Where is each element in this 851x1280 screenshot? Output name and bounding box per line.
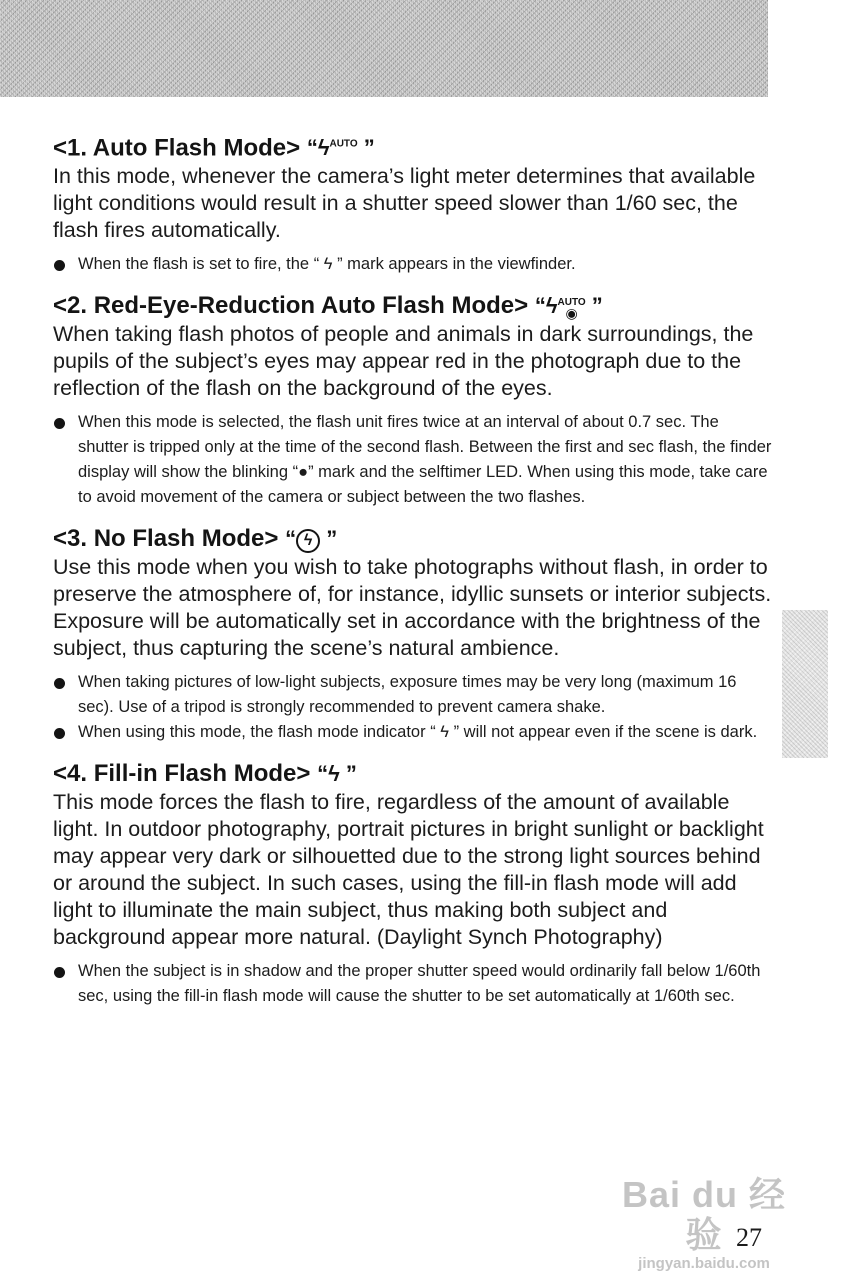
notes-list xyxy=(53,959,773,1009)
section-fill-in-flash xyxy=(53,759,773,1009)
header-decorative-band xyxy=(0,0,768,97)
note-item: When this mode is selected, the flash unit fires twice at an interval of about 0.7 sec. The shutter is tripped only at the time of the second flash. Between the first and sec flash, the finder display will show the blinking “●” mark and the selftimer LED. When using this mode, take care to avoid movement of the camera or subject between the two flashes. xyxy=(53,410,773,510)
section-body: This mode forces the flash to fire, regardless of the amount of available light. In outdoor photography, portrait pictures in bright sunlight or backlight may appear very dark or silhouetted due to the strong light sources behind or around the subject. In such cases, using the fill-in flash mode will add light to illuminate the main subject, thus making both subject and background appear more natural. (Daylight Synch Photography) xyxy=(53,790,764,950)
section-heading: <2. Red-Eye-Reduction Auto Flash Mode> “ϟ AUTO ◉ ” xyxy=(53,292,603,321)
auto-flash-symbol: “$ϟ^{AUTO}$ ” xyxy=(306,135,375,161)
note-item: When the subject is in shadow and the proper shutter speed would ordinarily fall below 1/60th sec, using the fill-in flash mode will cause the shutter to be set automatically at 1/60th sec. xyxy=(53,959,773,1009)
side-thumb-tab xyxy=(782,610,828,758)
flash-icon: ϟ xyxy=(545,293,558,319)
page-number: 27 xyxy=(736,1223,762,1252)
notes-list xyxy=(53,252,773,277)
no-flash-symbol: “ ϟ ” xyxy=(285,526,338,552)
fill-in-flash-symbol: “ϟ ” xyxy=(317,761,357,787)
section-heading: <4. Fill-in Flash Mode> “ϟ ” xyxy=(53,760,357,788)
notes-list xyxy=(53,670,773,745)
page-content xyxy=(53,130,773,1023)
note-item: When using this mode, the flash mode indicator “ ϟ ” will not appear even if the scene is dark. xyxy=(53,720,773,745)
watermark-logo: Bai du 经验 xyxy=(621,1174,786,1255)
eye-icon: ◉ xyxy=(565,304,578,321)
section-body: Use this mode when you wish to take photographs without flash, in order to preserve the atmosphere of, for instance, idyllic sunsets or interior subjects. Exposure will be automatically set in accordance with the brightness of the subject, thus capturing the scene’s natural ambience. xyxy=(53,555,772,661)
section-body: In this mode, whenever the camera’s light meter determines that available light conditions would result in a shutter speed slower than 1/60 sec, the flash fires automatically. xyxy=(53,164,756,243)
note-item: When taking pictures of low-light subjects, exposure times may be very long (maximum 16 sec). Use of a tripod is strongly recommended to prevent camera shake. xyxy=(53,670,773,720)
section-heading: <1. Auto Flash Mode> “$ϟ^{AUTO}$ ” xyxy=(53,134,375,162)
note-item: When the flash is set to fire, the “ ϟ ” mark appears in the viewfinder. xyxy=(53,252,773,277)
section-heading: <3. No Flash Mode> “ ϟ ” xyxy=(53,525,338,553)
notes-list xyxy=(53,410,773,510)
section-red-eye xyxy=(53,291,773,510)
section-body: When taking flash photos of people and animals in dark surroundings, the pupils of the subject’s eyes may appear red in the photograph due to the reflection of the flash on the background of the eyes. xyxy=(53,322,754,401)
red-eye-symbol: “ϟ AUTO ◉ ” xyxy=(534,293,603,321)
watermark xyxy=(604,1175,804,1273)
flash-icon: ϟ xyxy=(317,135,330,161)
watermark-url: jingyan.baidu.com xyxy=(638,1255,770,1272)
flash-icon: ϟ xyxy=(328,761,340,787)
section-no-flash xyxy=(53,524,773,745)
no-flash-icon: ϟ xyxy=(296,529,320,553)
section-auto-flash xyxy=(53,130,773,277)
